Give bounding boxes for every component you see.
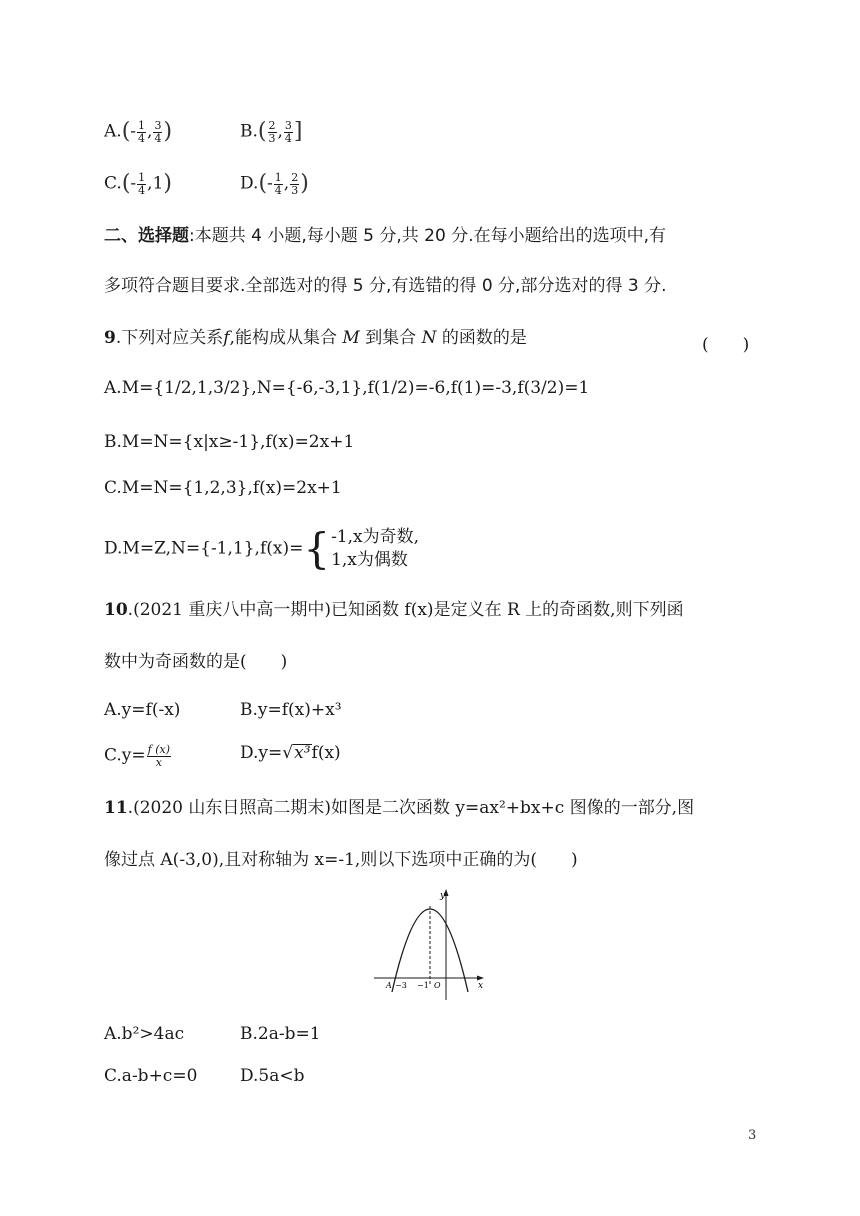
piecewise-cases: { -1,x为奇数, 1,x为偶数 — [303, 523, 420, 573]
q9-option-a: A.M={1/2,1,3/2},N={-6,-3,1},f(1/2)=-6,f(1)=-3,f(3/2)=1 — [104, 378, 590, 398]
page-number: 3 — [748, 1128, 757, 1143]
section-2-title: 二、选择题 — [104, 226, 189, 246]
q10-option-b: B.y=f(x)+x³ — [240, 700, 342, 720]
y-axis-label: y — [440, 891, 446, 901]
q10-stem-1: 10.(2021 重庆八中高一期中)已知函数 f(x)是定义在 R 上的奇函数,则下列函 — [104, 600, 684, 620]
q9-stem: 9.下列对应关系f,能构成从集合 M 到集合 N 的函数的是 — [104, 328, 527, 348]
q9-answer-paren: ( ) — [702, 335, 750, 355]
origin-label: O — [434, 981, 441, 990]
q8-a-frac-2: $\frac{3}{4}$ — [154, 119, 162, 145]
q8-option-d: D.(- $\frac{1}{4}$ , $\frac{2}{3}$ ) — [240, 171, 309, 197]
q9-option-d: D.M=Z,N={-1,1},f(x)= { -1,x为奇数, 1,x为偶数 — [104, 523, 420, 573]
q11-options-row-1 — [104, 1024, 321, 1044]
q11-option-a: A.b²>4ac — [104, 1024, 185, 1044]
q10-option-d: D.y=√x³f(x) — [240, 743, 341, 763]
q11-option-d: D.5a<b — [240, 1066, 305, 1086]
q8-option-c-label: C. — [104, 173, 122, 194]
q10-option-a: A.y=f(-x) — [104, 700, 181, 720]
x-axis-label: x — [478, 981, 484, 991]
q8-options-row-2: C.(- $\frac{1}{4}$ ,1) D.(- $\frac{1}{4}$ , $\frac{2}{3}$ ) — [104, 171, 309, 197]
q9-option-a-text: M={1/2,1,3/2},N={-6,-3,1},f(1/2)=-6,f(1)=-3,f(3/2)=1 — [121, 378, 590, 398]
q11-option-c: C.a-b+c=0 — [104, 1066, 198, 1086]
tick-neg1-label: −1 — [417, 981, 429, 990]
q11-stem-1: 11.(2020 山东日照高二期末)如图是二次函数 y=ax²+bx+c 图像的一部分,图 — [104, 798, 695, 818]
q8-options-row-1: A.(- $\frac{1}{4}$ , $\frac{3}{4}$ ) B.( $\frac{2}{3}$ , $\frac{3}{4}$ ] — [104, 119, 303, 145]
q8-option-a-label: A. — [104, 121, 122, 142]
section-2-line-1: 二、选择题:本题共 4 小题,每小题 5 分,共 20 分.在每小题给出的选项中,有 — [104, 226, 667, 246]
q11-option-b: B.2a-b=1 — [240, 1024, 321, 1044]
q10-options-row-1 — [104, 700, 342, 720]
q11-stem-2: 像过点 A(-3,0),且对称轴为 x=-1,则以下选项中正确的为( ) — [104, 850, 578, 870]
q9-option-c: C.M=N={1,2,3},f(x)=2x+1 — [104, 478, 342, 498]
parabola-graph — [370, 884, 490, 1006]
q10-options-row-2: C.y= $\frac{f (x)}{x}$ D.y=√x³f(x) — [104, 743, 341, 769]
tick-neg3-label: −3 — [395, 981, 407, 990]
q9-option-b: B.M=N={x|x≥-1},f(x)=2x+1 — [104, 432, 355, 452]
point-a-label: A — [386, 981, 392, 990]
x-axis-arrow — [477, 976, 484, 981]
q11-options-row-2 — [104, 1066, 305, 1086]
q10-c-frac: $\frac{f (x)}{x}$ — [147, 743, 171, 769]
q10-stem-2: 数中为奇函数的是( ) — [104, 652, 288, 672]
section-2-line-2: 多项符合题目要求.全部选对的得 5 分,有选错的得 0 分,部分选对的得 3 分. — [104, 276, 667, 296]
q8-option-b: B.( $\frac{2}{3}$ , $\frac{3}{4}$ ] — [240, 119, 303, 145]
q8-a-frac-1: $\frac{1}{4}$ — [138, 119, 146, 145]
